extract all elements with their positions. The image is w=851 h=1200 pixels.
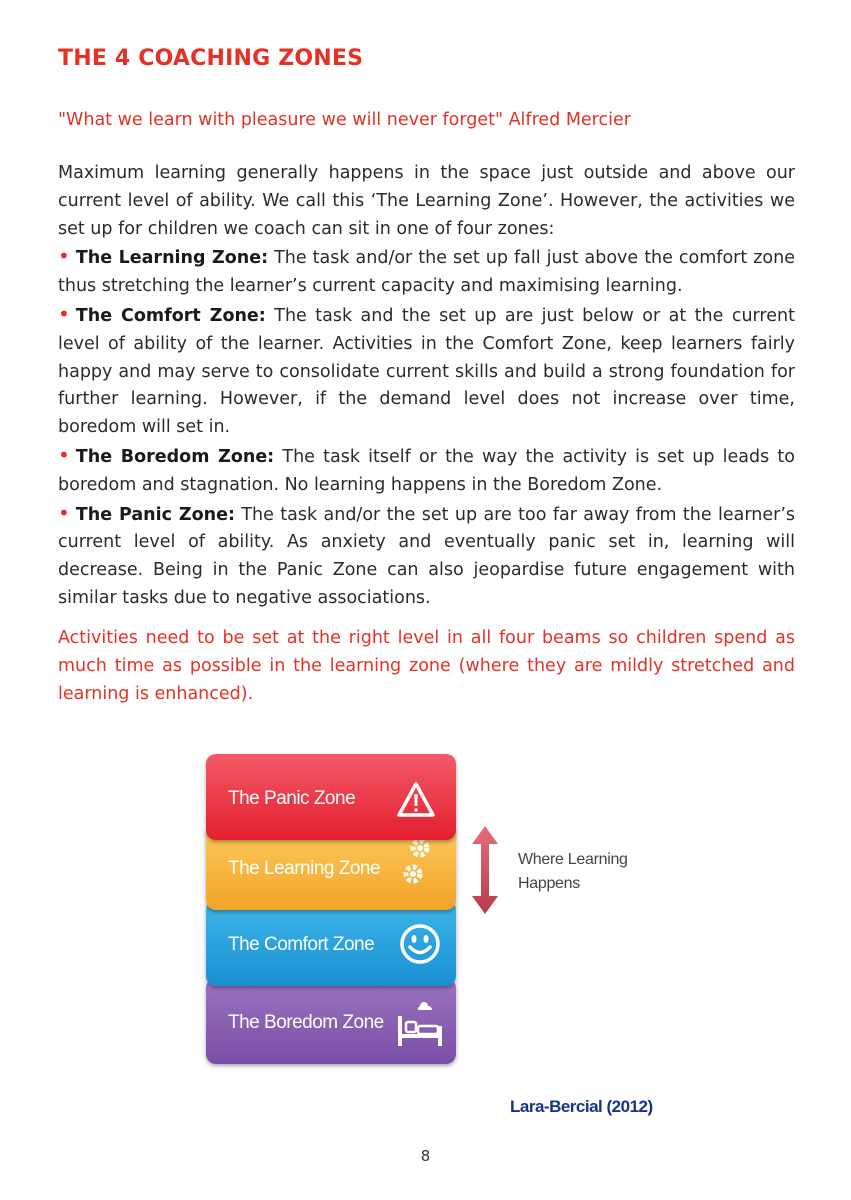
zone-description: The task and/or the set up are too far away from the learner’s current level of ability. As anxiety and eventually panic set in, learning will decrease. Being in the Panic Zone can also jeopardise future engagement with similar tasks due to negative associations. [58, 504, 795, 608]
zone-label: The Boredom Zone [228, 1012, 384, 1033]
bullet-icon: • [58, 301, 70, 326]
zone-item-learning [58, 243, 795, 301]
zones-figure [196, 744, 656, 1084]
gears-icon [402, 832, 432, 892]
zone-term: The Panic Zone: [75, 504, 235, 525]
zone-item-comfort [58, 301, 795, 442]
page-number: 8 [420, 1147, 431, 1165]
intro-paragraph: Maximum learning generally happens in the space just outside and above our current level of ability. We call this ‘The Learning Zone’. However, the activities we set up for children we coach can sit in one of four zones: [58, 163, 795, 239]
zone-description: The task itself or the way the activity is set up leads to boredom and stagnation. No learning happens in the Boredom Zone. [58, 446, 795, 495]
arrow-label: Where Learning Happens [518, 851, 628, 892]
zone-label: The Panic Zone [228, 788, 356, 809]
zone-label: The Learning Zone [228, 858, 381, 879]
closing-paragraph: Activities need to be set at the right level in all four beams so children spend as much time as possible in the learning zone (where they are mildly stretched and learning is enhanced). [58, 628, 795, 704]
bullet-icon: • [58, 244, 70, 269]
zone-description: The task and the set up are just below or at the current level of ability of the learner. Activities in the Comfort Zone, keep learners fairly happy and may serve to consolidate current skills and build a strong foundation for further learning. However, if the demand level does not increase over time, boredom will set in. [58, 305, 795, 438]
zone-description: The task and/or the set up fall just above the comfort zone thus stretching the learner’s current capacity and maximising learning. [58, 248, 795, 297]
zone-term: The Comfort Zone: [75, 305, 266, 326]
page-title: THE 4 COACHING ZONES [58, 46, 364, 71]
body-text [58, 160, 795, 613]
zone-box-panic [206, 754, 456, 840]
zone-item-panic [58, 500, 795, 613]
zone-box-boredom [206, 978, 456, 1064]
zone-term: The Boredom Zone: [75, 446, 275, 467]
bullet-icon: • [58, 442, 70, 467]
warning-icon [396, 780, 436, 820]
figure-citation: Lara-Bercial (2012) [510, 1097, 653, 1116]
bullet-icon: • [58, 500, 70, 525]
zone-box-comfort [206, 900, 456, 986]
zone-term: The Learning Zone: [75, 248, 269, 269]
quote: "What we learn with pleasure we will never forget" Alfred Mercier [58, 110, 631, 130]
zone-item-boredom [58, 442, 795, 500]
bed-icon [394, 1002, 446, 1050]
smiley-icon [398, 922, 442, 966]
double-arrow-icon [472, 826, 498, 914]
zone-label: The Comfort Zone [228, 934, 375, 955]
